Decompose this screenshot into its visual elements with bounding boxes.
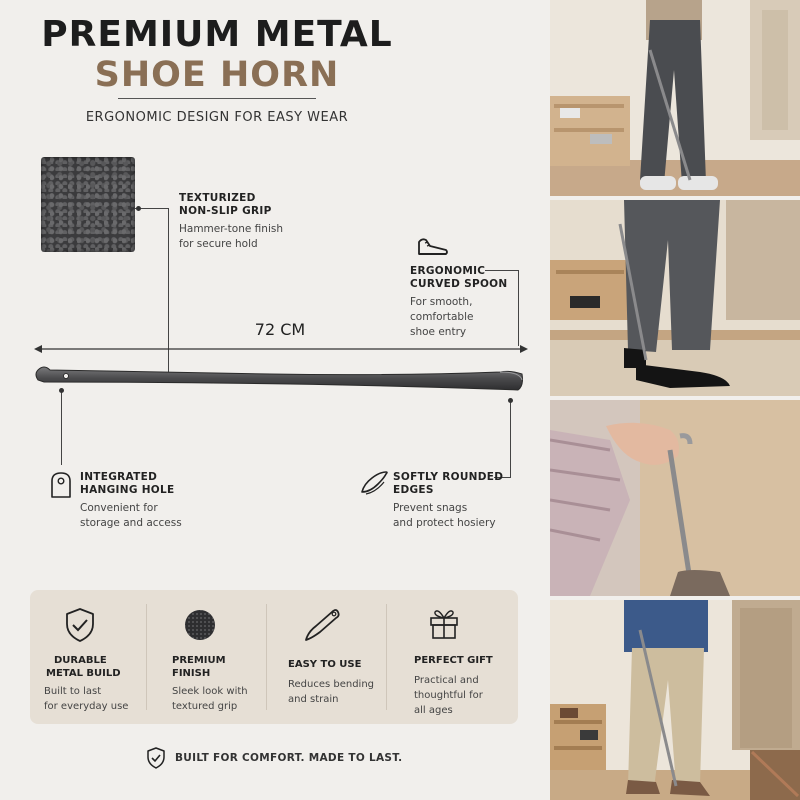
feature-easy-body bbox=[288, 677, 400, 707]
hole-body-1: Convenient for bbox=[80, 502, 158, 514]
feature-gift-body-3: all ages bbox=[414, 705, 453, 716]
rounded-edge-icon bbox=[360, 470, 390, 496]
feature-easy-body-1: Reduces bending bbox=[288, 679, 375, 690]
feature-finish-heading-2: FINISH bbox=[172, 668, 211, 679]
shoe-horn-icon bbox=[302, 606, 342, 644]
grip-body bbox=[179, 222, 283, 252]
photo-4-woman bbox=[550, 600, 800, 800]
length-dimension-arrow bbox=[34, 343, 528, 355]
feature-finish bbox=[172, 654, 284, 714]
feature-easy-body-2: and strain bbox=[288, 694, 339, 705]
feature-finish-body bbox=[172, 684, 284, 714]
edges-heading-2: EDGES bbox=[393, 484, 434, 496]
photo-4-illustration bbox=[550, 600, 800, 800]
shield-check-icon bbox=[62, 606, 98, 644]
hole-heading-2: HANGING HOLE bbox=[80, 484, 175, 496]
photo-2-dress-shoe bbox=[550, 200, 800, 396]
grip-body-2: for secure hold bbox=[179, 238, 258, 250]
feature-finish-heading-1: PREMIUM bbox=[172, 655, 226, 666]
photo-3-elderly bbox=[550, 400, 800, 596]
photo-3-illustration bbox=[550, 400, 800, 596]
grip-heading-2: NON-SLIP GRIP bbox=[179, 205, 272, 217]
hole-connector-dot bbox=[59, 388, 64, 393]
edges-connector-dot bbox=[508, 398, 513, 403]
hole-connector-v bbox=[61, 390, 62, 465]
title-line-2: SHOE HORN bbox=[94, 55, 340, 95]
photo-1-illustration bbox=[550, 0, 800, 196]
edges-body bbox=[393, 501, 503, 531]
textured-disc-icon bbox=[183, 608, 217, 642]
spoon-heading-1: ERGONOMIC bbox=[410, 265, 486, 277]
hole-body bbox=[80, 501, 182, 531]
feature-durable-heading-1: DURABLE bbox=[54, 655, 107, 666]
hole-body-2: storage and access bbox=[80, 517, 182, 529]
spoon-body-1: For smooth, bbox=[410, 296, 473, 308]
edges-callout bbox=[393, 471, 503, 531]
edges-body-2: and protect hosiery bbox=[393, 517, 496, 529]
edges-connector-v bbox=[510, 400, 511, 477]
footer-tagline: BUILT FOR COMFORT. MADE TO LAST. bbox=[175, 752, 403, 764]
hole-heading-1: INTEGRATED bbox=[80, 471, 158, 483]
feature-durable-heading-2: METAL BUILD bbox=[46, 668, 121, 679]
photo-2-illustration bbox=[550, 200, 800, 396]
feature-easy-heading-1: EASY TO USE bbox=[288, 659, 362, 670]
spoon-body-3: shoe entry bbox=[410, 326, 467, 338]
title-divider bbox=[118, 98, 316, 99]
feature-durable-body bbox=[44, 684, 156, 714]
spoon-connector-h bbox=[485, 270, 518, 271]
spoon-body-2: comfortable bbox=[410, 311, 474, 323]
subtitle: ERGONOMIC DESIGN FOR EASY WEAR bbox=[85, 110, 349, 125]
feature-durable-body-2: for everyday use bbox=[44, 701, 129, 712]
grip-heading-1: TEXTURIZED bbox=[179, 192, 256, 204]
feature-finish-body-2: textured grip bbox=[172, 701, 238, 712]
feature-gift-heading-1: PERFECT GIFT bbox=[414, 655, 493, 666]
feature-easy bbox=[288, 658, 400, 707]
feature-gift bbox=[414, 654, 526, 718]
feature-divider-2 bbox=[266, 604, 267, 710]
grip-body-1: Hammer-tone finish bbox=[179, 223, 283, 235]
shoe-horn-product bbox=[30, 360, 530, 404]
hanging-hole-icon bbox=[49, 471, 73, 499]
feature-divider-1 bbox=[146, 604, 147, 710]
feature-divider-3 bbox=[386, 604, 387, 710]
texture-swatch bbox=[41, 157, 135, 252]
length-label: 72 CM bbox=[254, 320, 306, 339]
edges-body-1: Prevent snags bbox=[393, 502, 468, 514]
grip-callout bbox=[179, 192, 283, 252]
feature-gift-body-2: thoughtful for bbox=[414, 690, 483, 701]
feature-durable-body-1: Built to last bbox=[44, 686, 102, 697]
feature-panel bbox=[30, 590, 518, 724]
edges-heading-1: SOFTLY ROUNDED bbox=[393, 471, 504, 483]
grip-connector-dot bbox=[136, 206, 141, 211]
feature-durable bbox=[44, 654, 156, 714]
hole-callout bbox=[80, 471, 182, 531]
feature-finish-body-1: Sleek look with bbox=[172, 686, 248, 697]
photo-1-standing bbox=[550, 0, 800, 196]
shield-check-small-icon bbox=[146, 746, 166, 770]
title-line-1: PREMIUM METAL bbox=[41, 14, 393, 55]
shoe-icon bbox=[416, 234, 450, 258]
spoon-heading-2: CURVED SPOON bbox=[410, 278, 508, 290]
feature-gift-body bbox=[414, 673, 526, 718]
gift-icon bbox=[428, 606, 460, 640]
feature-gift-body-1: Practical and bbox=[414, 675, 479, 686]
